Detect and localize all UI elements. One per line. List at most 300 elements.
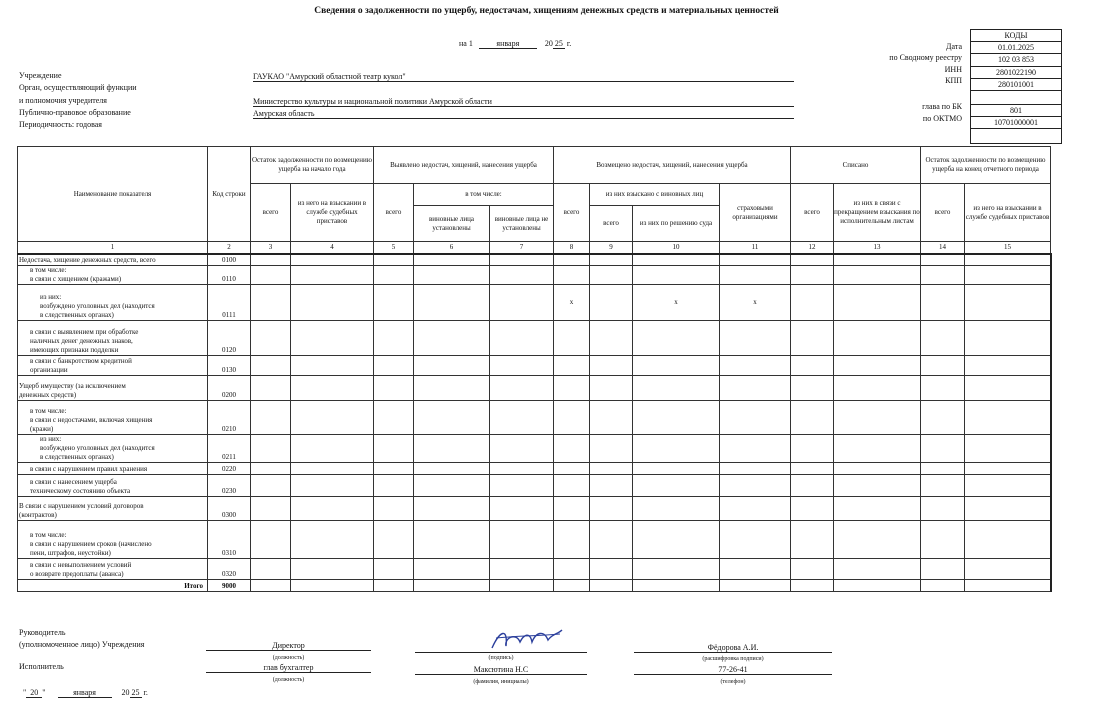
value-cell[interactable] [834,401,921,435]
value-cell[interactable] [291,356,374,376]
value-cell[interactable] [633,401,720,435]
code-inn: 2801022190 [971,67,1061,79]
sign-year: 25 [131,688,140,697]
value-cell[interactable] [921,463,965,475]
row-code: 0210 [208,401,251,435]
value-cell[interactable] [965,580,1051,592]
value-cell[interactable] [251,580,291,592]
value-cell[interactable] [554,559,590,580]
value-cell[interactable] [291,321,374,356]
value-cell[interactable] [414,254,490,266]
value-cell[interactable] [554,254,590,266]
codes-blank [971,91,1061,105]
row-name: из них: возбуждено уголовных дел (находится в следственных органах) [18,435,208,463]
label-authority-1: Орган, осуществляющий функции [19,83,137,92]
value-cell[interactable] [291,475,374,497]
column-number: 8 [554,242,590,254]
column-number: 4 [291,242,374,254]
table-row [18,559,1051,580]
ppo-name: Амурская область [253,109,794,119]
column-number: 6 [414,242,490,254]
value-cell[interactable] [374,521,414,559]
value-cell[interactable] [633,559,720,580]
periodicity: Периодичность: годовая [19,120,102,129]
row-name: в связи с нанесением ущерба техническому состоянию объекта [18,475,208,497]
value-cell[interactable] [633,376,720,401]
value-cell[interactable] [633,321,720,356]
value-cell[interactable] [633,475,720,497]
value-cell[interactable] [291,580,374,592]
value-cell[interactable] [490,580,554,592]
value-cell[interactable] [633,497,720,521]
label-executor: Исполнитель [19,662,64,671]
value-cell[interactable] [490,266,554,285]
row-code: 0110 [208,266,251,285]
value-cell[interactable] [791,285,834,321]
column-number: 14 [921,242,965,254]
value-cell[interactable] [554,475,590,497]
label-head: Руководитель [19,628,66,637]
value-cell[interactable] [414,521,490,559]
value-cell[interactable] [720,321,791,356]
codes-header: КОДЫ [971,30,1061,42]
row-name: в том числе: в связи с хищением (кражами) [18,266,208,285]
value-cell[interactable] [834,356,921,376]
value-cell[interactable] [291,401,374,435]
value-cell[interactable] [720,254,791,266]
code-date: 01.01.2025 [971,42,1061,54]
value-cell[interactable] [590,285,633,321]
header-total: всего [251,184,291,242]
column-number: 3 [251,242,291,254]
header-total: всего [791,184,834,242]
row-name: в связи с нарушением правил хранения [18,463,208,475]
value-cell[interactable] [554,435,590,463]
value-cell[interactable] [965,435,1051,463]
value-cell[interactable] [720,266,791,285]
executor-phone: 77-26-41 [634,665,832,675]
value-cell[interactable] [414,401,490,435]
sign-year-prefix: 20 [121,688,130,697]
value-cell[interactable] [414,475,490,497]
value-cell[interactable] [791,435,834,463]
header-terminated: из них в связи с прекращением взыскания по исполнительным листам [834,184,921,242]
value-cell[interactable] [374,356,414,376]
label-oktmo: по ОКТМО [922,114,962,123]
column-number: 11 [720,242,791,254]
value-cell[interactable] [590,435,633,463]
value-cell[interactable] [374,435,414,463]
column-number: 2 [208,242,251,254]
value-cell[interactable] [554,580,590,592]
value-cell[interactable] [291,521,374,559]
value-cell[interactable]: x [554,285,590,321]
value-cell[interactable] [921,401,965,435]
head-position-caption: (должность) [272,655,305,661]
value-cell[interactable] [554,463,590,475]
value-cell[interactable] [414,321,490,356]
table-row [18,266,1051,285]
value-cell[interactable] [921,266,965,285]
value-cell[interactable] [791,580,834,592]
value-cell[interactable] [590,475,633,497]
value-cell[interactable] [490,475,554,497]
table-row [18,285,1051,321]
header-end-balance: Остаток задолженности по возмещению ущерба на конец отчетного периода [921,147,1051,184]
value-cell[interactable] [633,435,720,463]
value-cell[interactable] [554,497,590,521]
code-registry: 102 03 853 [971,54,1061,66]
value-cell[interactable] [251,376,291,401]
column-number: 5 [374,242,414,254]
column-number: 13 [834,242,921,254]
value-cell[interactable] [834,475,921,497]
value-cell[interactable] [590,356,633,376]
header-code: Код строки [208,147,251,242]
row-name: в связи с невыполнением условий о возврате предоплаты (аванса) [18,559,208,580]
row-name: из них: возбуждено уголовных дел (находится в следственных органах) [18,285,208,321]
value-cell[interactable] [834,435,921,463]
date-year: 25 [554,39,563,48]
value-cell[interactable] [590,580,633,592]
value-cell[interactable] [791,521,834,559]
value-cell[interactable] [374,559,414,580]
codes-bottom [971,129,1061,144]
column-number: 15 [965,242,1051,254]
table-row [18,580,1051,592]
row-code: 9000 [208,580,251,592]
value-cell[interactable] [965,376,1051,401]
value-cell[interactable] [590,376,633,401]
value-cell[interactable] [490,254,554,266]
value-cell[interactable] [251,401,291,435]
value-cell[interactable] [633,356,720,376]
value-cell[interactable] [834,376,921,401]
value-cell[interactable] [291,497,374,521]
value-cell[interactable] [791,376,834,401]
row-code: 0200 [208,376,251,401]
header-in-court-end: из него на взыскании в службе судебных приставов [965,184,1051,242]
value-cell[interactable] [965,401,1051,435]
value-cell[interactable] [251,266,291,285]
value-cell[interactable] [921,321,965,356]
table-row [18,321,1051,356]
value-cell[interactable] [791,254,834,266]
label-institution: Учреждение [19,71,62,80]
code-oktmo: 10701000001 [971,117,1061,129]
value-cell[interactable] [374,463,414,475]
header-from-guilty: из них взыскано с виновных лиц [590,184,720,206]
column-number: 9 [590,242,633,254]
value-cell[interactable] [590,266,633,285]
header-name: Наименование показателя [18,147,208,242]
value-cell[interactable] [251,321,291,356]
header-by-court: из них по решению суда [633,206,720,242]
executor-position: глав бухгалтер [206,663,371,673]
value-cell[interactable] [251,475,291,497]
value-cell[interactable] [374,497,414,521]
value-cell[interactable] [251,435,291,463]
value-cell[interactable] [490,321,554,356]
head-name: Фёдорова А.И. [634,643,832,653]
report-date-line [459,39,571,49]
label-head-2: (уполномоченное лицо) Учреждения [19,640,145,649]
value-cell[interactable] [965,497,1051,521]
row-code: 0111 [208,285,251,321]
value-cell[interactable] [414,580,490,592]
column-number: 10 [633,242,720,254]
executor-phone-caption: (телефон) [720,679,746,685]
value-cell[interactable] [554,266,590,285]
value-cell[interactable] [251,497,291,521]
value-cell[interactable] [590,497,633,521]
value-cell[interactable] [720,435,791,463]
value-cell[interactable] [921,285,965,321]
value-cell[interactable] [490,521,554,559]
executor-name: Максютина Н.С [415,665,587,675]
value-cell[interactable] [633,463,720,475]
header-not-guilty: виновные лица не установлены [490,206,554,242]
value-cell[interactable] [590,559,633,580]
row-code: 0100 [208,254,251,266]
value-cell[interactable] [720,580,791,592]
value-cell[interactable] [921,435,965,463]
value-cell[interactable] [965,321,1051,356]
row-name: В связи с нарушением условий договоров (контрактов) [18,497,208,521]
header-reimbursed: Возмещено недостач, хищений, нанесения ущерба [554,147,791,184]
value-cell[interactable] [251,254,291,266]
value-cell[interactable] [251,463,291,475]
header-guilty: виновные лица установлены [414,206,490,242]
table-row [18,356,1051,376]
value-cell[interactable] [374,254,414,266]
value-cell[interactable] [965,356,1051,376]
header-written-off: Списано [791,147,921,184]
value-cell[interactable] [291,376,374,401]
row-name: Недостача, хищение денежных средств, всего [18,254,208,266]
value-cell[interactable] [834,463,921,475]
value-cell[interactable] [251,559,291,580]
header-total: всего [921,184,965,242]
value-cell[interactable] [720,475,791,497]
value-cell[interactable] [791,497,834,521]
value-cell[interactable] [374,376,414,401]
value-cell[interactable] [251,521,291,559]
value-cell[interactable] [720,401,791,435]
value-cell[interactable] [921,475,965,497]
row-name: в связи с банкротством кредитной организации [18,356,208,376]
table-row [18,401,1051,435]
value-cell[interactable] [251,356,291,376]
row-name: в связи с выявлением при обработке наличных денег денежных знаков, имеющих признаки подделки [18,321,208,356]
value-cell[interactable] [921,497,965,521]
sign-suffix: г. [143,688,148,697]
row-name: в том числе: в связи с нарушением сроков (начислено пени, штрафов, неустойки) [18,521,208,559]
value-cell[interactable] [921,521,965,559]
value-cell[interactable] [965,254,1051,266]
signature-caption: (подпись) [488,655,514,661]
row-name: Ущерб имуществу (за исключением денежных средств) [18,376,208,401]
value-cell[interactable] [965,285,1051,321]
value-cell[interactable] [834,580,921,592]
value-cell[interactable] [791,321,834,356]
label-bk: глава по БК [922,102,962,111]
value-cell[interactable] [291,559,374,580]
value-cell[interactable] [720,376,791,401]
value-cell[interactable] [490,285,554,321]
value-cell[interactable] [791,266,834,285]
value-cell[interactable] [374,285,414,321]
column-numbers-row [18,242,1051,254]
table-row [18,475,1051,497]
row-code: 0310 [208,521,251,559]
value-cell[interactable] [291,266,374,285]
value-cell[interactable] [834,254,921,266]
row-code: 0300 [208,497,251,521]
signing-date: " 20 " января 20 25 г. [23,688,148,697]
value-cell[interactable] [720,559,791,580]
value-cell[interactable] [791,559,834,580]
value-cell[interactable] [291,463,374,475]
value-cell[interactable] [291,435,374,463]
value-cell[interactable] [965,266,1051,285]
executor-position-caption: (должность) [272,677,305,683]
value-cell[interactable] [633,580,720,592]
value-cell[interactable] [965,475,1051,497]
table-row [18,435,1051,463]
value-cell[interactable] [834,266,921,285]
code-bk: 801 [971,105,1061,117]
label-registry: по Сводному реестру [889,53,962,62]
value-cell[interactable] [590,321,633,356]
column-number: 1 [18,242,208,254]
value-cell[interactable] [414,376,490,401]
value-cell[interactable] [490,356,554,376]
sign-month: января [58,688,112,698]
value-cell[interactable] [720,463,791,475]
value-cell[interactable] [791,356,834,376]
column-number: 7 [490,242,554,254]
date-suffix: г. [566,39,572,48]
row-code: 0220 [208,463,251,475]
value-cell[interactable] [834,497,921,521]
value-cell[interactable] [791,463,834,475]
value-cell[interactable] [414,356,490,376]
value-cell[interactable]: x [720,285,791,321]
header-insurance: страховыми организациями [720,184,791,242]
value-cell[interactable] [291,254,374,266]
date-year-prefix: 20 [544,39,553,48]
value-cell[interactable] [490,497,554,521]
value-cell[interactable] [965,559,1051,580]
header-in-court: из него на взыскании в службе судебных приставов [291,184,374,242]
header-start-balance: Остаток задолженности по возмещению ущерба на начало года [251,147,374,184]
value-cell[interactable] [720,356,791,376]
value-cell[interactable] [633,254,720,266]
value-cell[interactable] [791,475,834,497]
value-cell[interactable] [414,463,490,475]
value-cell[interactable] [921,356,965,376]
value-cell[interactable] [921,580,965,592]
code-kpp: 280101001 [971,79,1061,91]
value-cell[interactable] [414,497,490,521]
value-cell[interactable] [554,401,590,435]
value-cell[interactable] [834,521,921,559]
value-cell[interactable] [965,521,1051,559]
value-cell[interactable] [834,321,921,356]
value-cell[interactable] [965,463,1051,475]
value-cell[interactable] [490,401,554,435]
value-cell[interactable] [374,580,414,592]
value-cell[interactable] [490,559,554,580]
table-row [18,463,1051,475]
value-cell[interactable] [554,376,590,401]
value-cell[interactable] [590,463,633,475]
row-code: 0230 [208,475,251,497]
value-cell[interactable] [374,475,414,497]
value-cell[interactable] [414,435,490,463]
header-total: всего [590,206,633,242]
sign-day: 20 [26,688,42,698]
value-cell[interactable] [374,401,414,435]
value-cell[interactable] [490,435,554,463]
value-cell[interactable]: x [633,285,720,321]
value-cell[interactable] [414,266,490,285]
value-cell[interactable] [720,521,791,559]
value-cell[interactable] [590,254,633,266]
authority-name: Министерство культуры и национальной политики Амурской области [253,97,794,107]
head-name-caption: (расшифровка подписи) [702,656,764,662]
value-cell[interactable] [414,559,490,580]
value-cell[interactable] [554,356,590,376]
value-cell[interactable] [490,376,554,401]
head-position: Директор [206,641,371,651]
column-number: 12 [791,242,834,254]
value-cell[interactable] [490,463,554,475]
value-cell[interactable] [834,559,921,580]
value-cell[interactable] [590,521,633,559]
value-cell[interactable] [590,401,633,435]
row-code: 0211 [208,435,251,463]
value-cell[interactable] [554,321,590,356]
table-row [18,376,1051,401]
value-cell[interactable] [291,285,374,321]
handwritten-signature [486,624,566,656]
value-cell[interactable] [414,285,490,321]
value-cell[interactable] [791,401,834,435]
table-row [18,521,1051,559]
value-cell[interactable] [921,559,965,580]
value-cell[interactable] [251,285,291,321]
header-including: в том числе: [414,184,554,206]
value-cell[interactable] [720,497,791,521]
value-cell[interactable] [921,376,965,401]
debt-table [17,146,1052,592]
label-kpp: КПП [945,76,962,85]
value-cell[interactable] [633,266,720,285]
value-cell[interactable] [554,521,590,559]
value-cell[interactable] [374,321,414,356]
value-cell[interactable] [374,266,414,285]
label-date: Дата [946,42,962,51]
codes-box [970,29,1062,144]
value-cell[interactable] [633,521,720,559]
label-authority-2: и полномочия учредителя [19,96,107,105]
row-code: 0130 [208,356,251,376]
value-cell[interactable] [921,254,965,266]
value-cell[interactable] [834,285,921,321]
label-inn: ИНН [944,65,962,74]
